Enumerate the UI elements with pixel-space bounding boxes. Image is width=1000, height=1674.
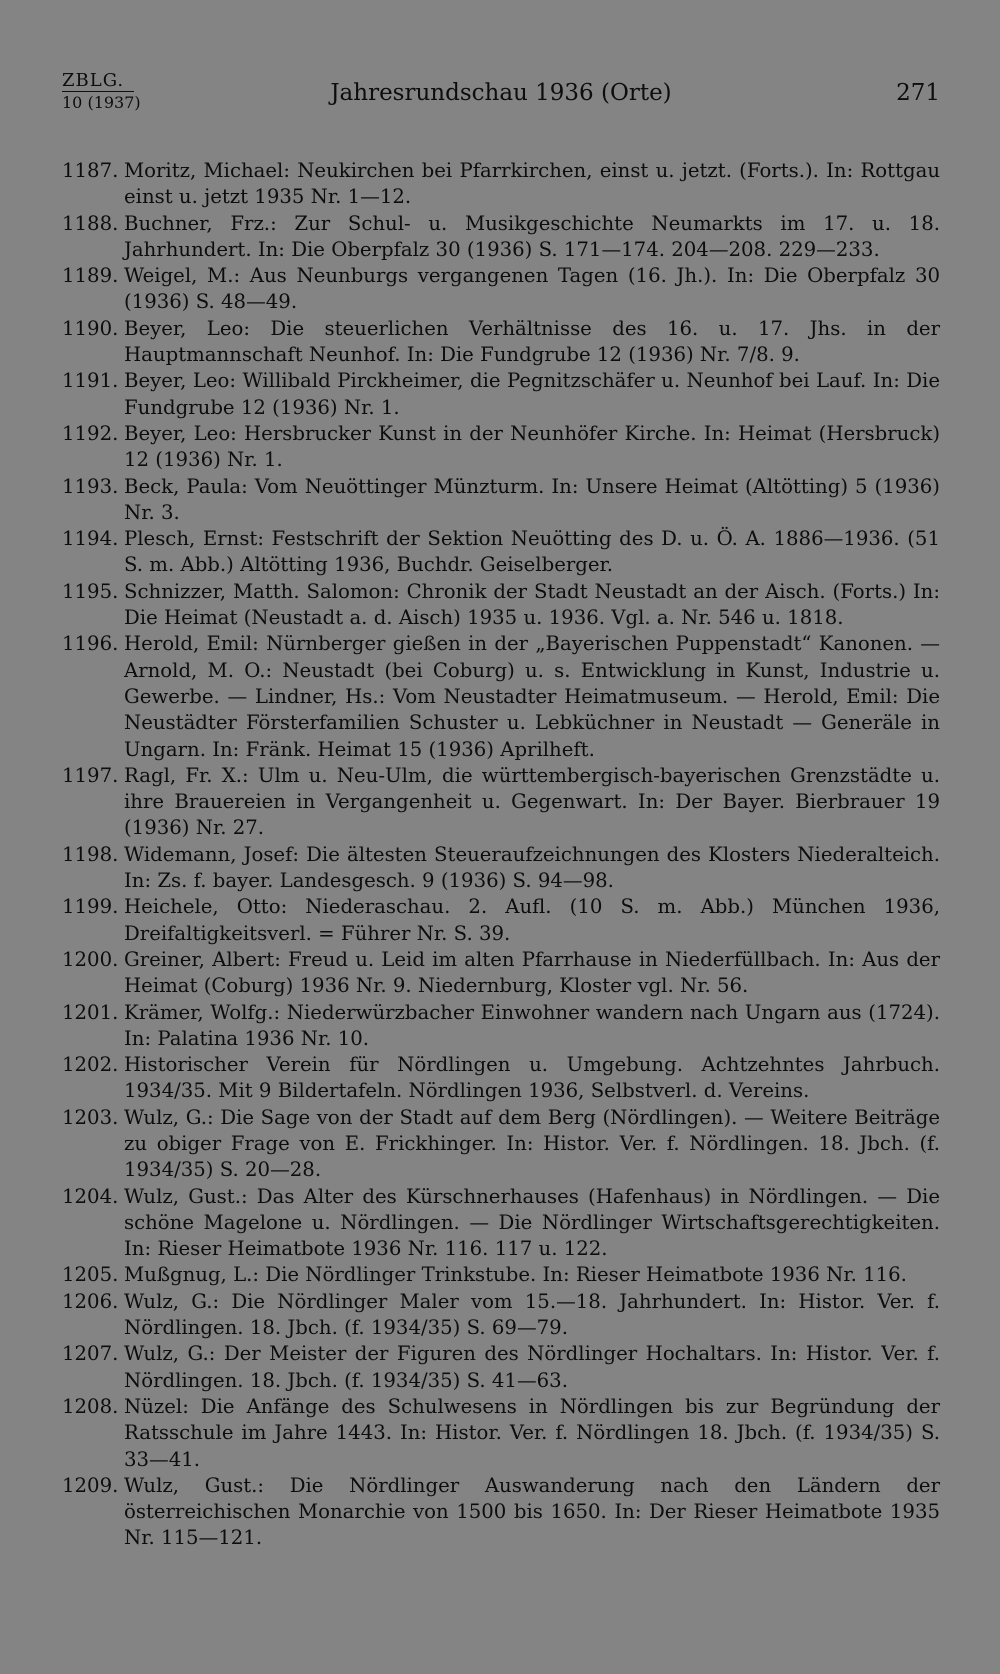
- entry-number: 1207.: [62, 1342, 119, 1366]
- entry-number: 1197.: [62, 763, 119, 787]
- bibliography-entry: [62, 1052, 940, 1105]
- document-page: [62, 70, 940, 1552]
- bibliography-entry: [62, 631, 940, 762]
- entry-number: 1192.: [62, 421, 119, 445]
- journal-code: ZBLG.: [62, 72, 134, 92]
- bibliography-entry: [62, 1262, 940, 1288]
- entry-text: Heichele, Otto: Niederaschau. 2. Aufl. (10 S. m. Abb.) München 1936, Dreifaltigkeitsverl. = Führer Nr. S. 39.: [124, 895, 940, 945]
- entry-text: Beck, Paula: Vom Neuöttinger Münzturm. In: Unsere Heimat (Altötting) 5 (1936) Nr. 3.: [124, 474, 940, 524]
- entry-text: Beyer, Leo: Hersbrucker Kunst in der Neunhöfer Kirche. In: Heimat (Hersbruck) 12 (1936) Nr. 1.: [124, 421, 940, 472]
- entry-text: Greiner, Albert: Freud u. Leid im alten Pfarrhause in Niederfüllbach. In: Aus der Heimat (Coburg) 1936 Nr. 9. Niedernburg, Kloster vgl. Nr. 56.: [124, 947, 940, 998]
- entry-number: 1193.: [62, 474, 119, 498]
- entry-number: 1199.: [62, 895, 119, 919]
- entry-number: 1198.: [62, 842, 119, 866]
- bibliography-entry: [62, 368, 940, 421]
- entry-number: 1194.: [62, 527, 119, 551]
- entry-text: Nüzel: Die Anfänge des Schulwesens in Nördlingen bis zur Begründung der Ratsschule im Jahre 1443. In: Histor. Ver. f. Nördlingen 18. Jbch. (f. 1934/35) S. 33—41.: [124, 1394, 940, 1471]
- entry-number: 1195.: [62, 579, 119, 603]
- entry-text: Mußgnug, L.: Die Nördlinger Trinkstube. In: Rieser Heimatbote 1936 Nr. 116.: [124, 1263, 907, 1287]
- bibliography-entry: [62, 763, 940, 842]
- entry-text: Weigel, M.: Aus Neunburgs vergangenen Tagen (16. Jh.). In: Die Oberpfalz 30 (1936) S. 48—49.: [124, 264, 940, 314]
- entry-number: 1205.: [62, 1263, 119, 1287]
- entry-text: Herold, Emil: Nürnberger gießen in der „Bayerischen Puppenstadt“ Kanonen. — Arnold, M. O.: Neustadt (bei Coburg) u. s. Entwicklung in Kunst, Industrie u. Gewerbe. — Lindner, Hs.: Vom Neustadter Heimatmuseum. — Herold, Emil: Die Neustädter Försterfamilien Schuster u. Lebküchner in Neustadt — Generäle in Ungarn. In: Fränk. Heimat 15 (1936) Aprilheft.: [124, 632, 940, 761]
- bibliography-entry: [62, 1394, 940, 1473]
- bibliography-entry: [62, 842, 940, 895]
- page-number: 271: [896, 80, 940, 106]
- bibliography-entry: [62, 1105, 940, 1184]
- entry-text: Wulz, G.: Der Meister der Figuren des Nördlinger Hochaltars. In: Histor. Ver. f. Nördlingen. 18. Jbch. (f. 1934/35) S. 41—63.: [124, 1342, 940, 1392]
- entry-text: Wulz, Gust.: Das Alter des Kürschnerhauses (Hafenhaus) in Nördlingen. — Die schöne Magelone u. Nördlingen. — Die Nördlinger Wirtschaftsgerechtigkeiten. In: Rieser Heimatbote 1936 Nr. 116. 117 u. 122.: [124, 1184, 940, 1261]
- page-header: [62, 70, 940, 128]
- entry-text: Beyer, Leo: Die steuerlichen Verhältnisse des 16. u. 17. Jhs. in der Hauptmannschaft Neunhof. In: Die Fundgrube 12 (1936) Nr. 7/8. 9.: [124, 316, 940, 367]
- entry-number: 1190.: [62, 316, 119, 340]
- entry-text: Buchner, Frz.: Zur Schul- u. Musikgeschichte Neumarkts im 17. u. 18. Jahrhundert. In: Die Oberpfalz 30 (1936) S. 171—174. 204—208. 229—233.: [124, 211, 940, 261]
- running-title: Jahresrundschau 1936 (Orte): [330, 80, 672, 106]
- entry-text: Ragl, Fr. X.: Ulm u. Neu-Ulm, die württembergisch-bayerischen Grenzstädte u. ihre Brauereien in Vergangenheit u. Gegenwart. In: Der Bayer. Bierbrauer 19 (1936) Nr. 27.: [124, 763, 940, 840]
- bibliography-entry: [62, 579, 940, 632]
- entry-number: 1191.: [62, 369, 119, 393]
- entry-text: Widemann, Josef: Die ältesten Steueraufzeichnungen des Klosters Niederalteich. In: Zs. f. bayer. Landesgesch. 9 (1936) S. 94—98.: [124, 842, 940, 893]
- bibliography-entry: [62, 421, 940, 474]
- bibliography-entry: [62, 263, 940, 316]
- journal-volume: 10 (1937): [62, 93, 141, 112]
- entry-text: Beyer, Leo: Willibald Pirckheimer, die Pegnitzschäfer u. Neunhof bei Lauf. In: Die Fundgrube 12 (1936) Nr. 1.: [124, 369, 940, 419]
- bibliography-entry: [62, 1289, 940, 1342]
- entry-number: 1187.: [62, 159, 119, 182]
- bibliography-entry: [62, 526, 940, 579]
- entry-number: 1208.: [62, 1394, 119, 1418]
- entry-number: 1209.: [62, 1473, 119, 1497]
- entry-number: 1204.: [62, 1184, 119, 1208]
- entry-number: 1206.: [62, 1289, 119, 1313]
- bibliography-entry: [62, 474, 940, 527]
- bibliography-entry: [62, 1341, 940, 1394]
- bibliography-list: [62, 158, 940, 1552]
- entry-number: 1196.: [62, 632, 119, 656]
- entry-text: Wulz, G.: Die Nördlinger Maler vom 15.—18. Jahrhundert. In: Histor. Ver. f. Nördlingen. 18. Jbch. (f. 1934/35) S. 69—79.: [124, 1289, 940, 1340]
- entry-text: Plesch, Ernst: Festschrift der Sektion Neuötting des D. u. Ö. A. 1886—1936. (51 S. m. Abb.) Altötting 1936, Buchdr. Geiselberger.: [124, 527, 940, 577]
- entry-number: 1188.: [62, 211, 119, 235]
- bibliography-entry: [62, 1184, 940, 1263]
- entry-number: 1200.: [62, 947, 119, 971]
- entry-text: Schnizzer, Matth. Salomon: Chronik der Stadt Neustadt an der Aisch. (Forts.) In: Die Heimat (Neustadt a. d. Aisch) 1935 u. 1936. Vgl. a. Nr. 546 u. 1818.: [124, 579, 940, 630]
- bibliography-entry: [62, 894, 940, 947]
- entry-number: 1201.: [62, 1000, 119, 1024]
- entry-text: Historischer Verein für Nördlingen u. Umgebung. Achtzehntes Jahrbuch. 1934/35. Mit 9 Bildertafeln. Nördlingen 1936, Selbstverl. d. Vereins.: [124, 1053, 940, 1103]
- entry-text: Wulz, G.: Die Sage von der Stadt auf dem Berg (Nördlingen). — Weitere Beiträge zu obiger Frage von E. Frickhinger. In: Histor. Ver. f. Nördlingen. 18. Jbch. (f. 1934/35) S. 20—28.: [124, 1105, 940, 1182]
- entry-text: Wulz, Gust.: Die Nördlinger Auswanderung nach den Ländern der österreichischen Monarchie von 1500 bis 1650. In: Der Rieser Heimatbote 1935 Nr. 115—121.: [124, 1473, 940, 1550]
- bibliography-entry: [62, 947, 940, 1000]
- bibliography-entry: [62, 158, 940, 211]
- entry-text: Krämer, Wolfg.: Niederwürzbacher Einwohner wandern nach Ungarn aus (1724). In: Palatina 1936 Nr. 10.: [124, 1000, 940, 1050]
- entry-text: Moritz, Michael: Neukirchen bei Pfarrkirchen, einst u. jetzt. (Forts.). In: Rottgau einst u. jetzt 1935 Nr. 1—12.: [124, 159, 940, 209]
- entry-number: 1202.: [62, 1053, 119, 1077]
- entry-number: 1203.: [62, 1105, 119, 1129]
- bibliography-entry: [62, 316, 940, 369]
- bibliography-entry: [62, 1473, 940, 1552]
- bibliography-entry: [62, 1000, 940, 1053]
- bibliography-entry: [62, 211, 940, 264]
- entry-number: 1189.: [62, 264, 119, 288]
